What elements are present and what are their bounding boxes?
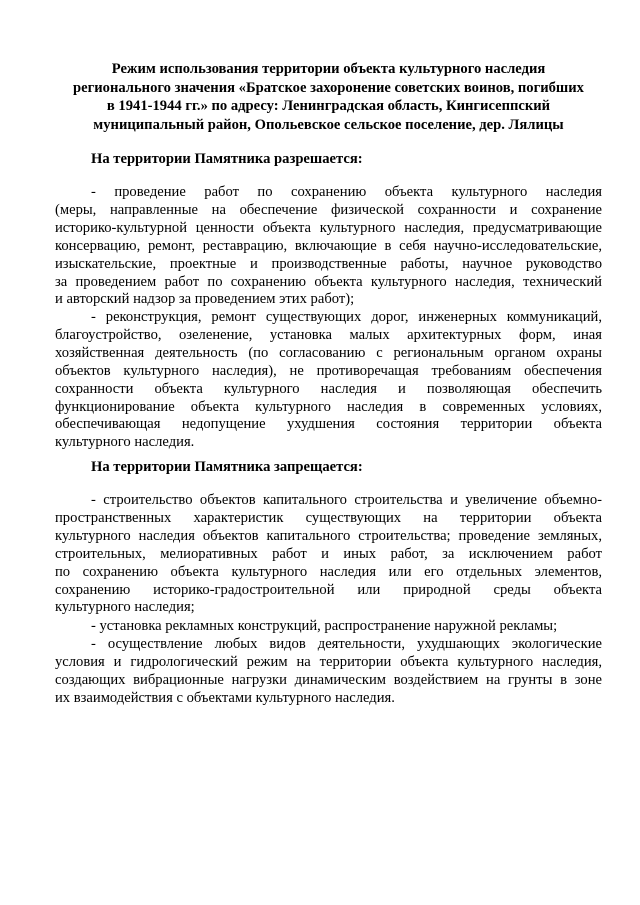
prohibited-item-2 xyxy=(55,618,602,636)
text-line: историко-культурной ценности объекта культурного наследия, предусматривающие xyxy=(55,219,602,236)
prohibited-item-1 xyxy=(55,492,602,617)
prohibited-heading: На территории Памятника запрещается: xyxy=(91,459,363,475)
text-line: - установка рекламных конструкций, распространение наружной рекламы; xyxy=(91,618,558,634)
permitted-item-2 xyxy=(55,309,602,452)
text-line: хозяйственная деятельность (по согласованию с региональным органом охраны xyxy=(55,344,602,361)
text-line: обеспечивающая недопущение ухудшения состояния территории объекта xyxy=(55,416,602,433)
text-line: по сохранению объекта культурного наследия или его отдельных элементов, xyxy=(55,563,602,580)
text-line: консервацию, ремонт, реставрацию, включающие в себя научно-исследовательские, xyxy=(55,237,602,254)
title-line: муниципальный район, Опольевское сельское поселение, дер. Лялицы xyxy=(93,116,564,133)
text-line: строительных, мелиоративных работ и иных работ, за исключением работ xyxy=(55,545,602,562)
text-line: культурного наследия; xyxy=(55,599,195,616)
text-line: условия и гидрологический режим на территории объекта культурного наследия, xyxy=(55,653,602,670)
text-line: функционирование объекта культурного наследия в современных условиях, xyxy=(55,398,602,415)
text-line: их взаимодействия с объектами культурного наследия. xyxy=(55,689,395,706)
text-line: создающих вибрационные нагрузки динамическим воздействием на грунты в зоне xyxy=(55,671,602,688)
text-line: культурного наследия объектов капитального строительства; проведение земляных, xyxy=(55,527,602,544)
text-line: - реконструкция, ремонт существующих дорог, инженерных коммуникаций, xyxy=(91,309,602,325)
text-line: сохранности объекта культурного наследия и позволяющая обеспечить xyxy=(55,380,602,397)
text-line: (меры, направленные на обеспечение физической сохранности и сохранение xyxy=(55,201,602,218)
title-line: регионального значения «Братское захоронение советских воинов, погибших xyxy=(73,79,584,96)
text-line: за проведением работ по сохранению объекта культурного наследия, технический xyxy=(55,273,602,290)
text-line: изыскательские, проектные и производственные работы, научное руководство xyxy=(55,255,602,272)
text-line: сохранению историко-градостроительной или природной среды объекта xyxy=(55,581,602,598)
prohibited-item-3 xyxy=(55,636,602,708)
title-line: в 1941-1944 гг.» по адресу: Ленинградская область, Кингисеппский xyxy=(106,98,551,114)
permitted-item-1 xyxy=(55,184,602,309)
text-line: - строительство объектов капитального строительства и увеличение объемно- xyxy=(91,492,602,508)
text-line: пространственных характеристик существующих на территории объекта xyxy=(55,509,602,526)
text-line: - осуществление любых видов деятельности, ухудшающих экологические xyxy=(91,636,602,652)
text-line: объектов культурного наследия), не противоречащая требованиям обеспечения xyxy=(55,362,602,379)
text-line: благоустройство, озеленение, установка малых архитектурных форм, иная xyxy=(55,326,602,343)
text-line: и авторский надзор за проведением этих работ); xyxy=(55,291,355,308)
text-line: - проведение работ по сохранению объекта культурного наследия xyxy=(91,184,602,200)
permitted-heading: На территории Памятника разрешается: xyxy=(91,151,363,167)
text-line: культурного наследия. xyxy=(55,434,195,451)
document-title xyxy=(55,60,602,134)
title-line: Режим использования территории объекта культурного наследия xyxy=(111,61,546,77)
